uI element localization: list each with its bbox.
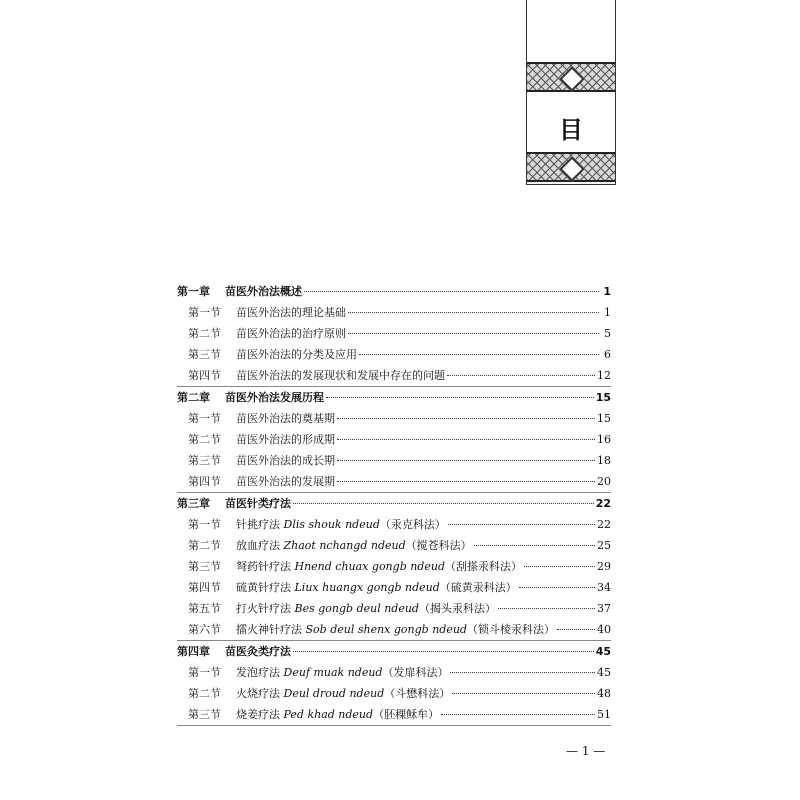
entry-page-number: 29 bbox=[597, 560, 611, 573]
entry-number: 第二章 bbox=[177, 391, 210, 404]
entry-title: 苗医外治法概述 bbox=[225, 285, 302, 298]
entry-page-number: 15 bbox=[597, 412, 611, 425]
entry-title: 苗医外治法的奠基期 bbox=[236, 412, 335, 425]
dot-leader bbox=[524, 565, 595, 567]
entry-latin-name: Hnend chuax gongb ndeud bbox=[294, 560, 445, 573]
entry-title-wrap bbox=[236, 344, 357, 365]
entry-title-wrap bbox=[236, 619, 555, 640]
entry-title-wrap bbox=[236, 662, 448, 683]
entry-title: 苗医外治法的发展现状和发展中存在的问题 bbox=[236, 369, 445, 382]
entry-native-name: （胚稞稣牟） bbox=[373, 708, 440, 721]
toc-section-entry[interactable] bbox=[177, 662, 611, 683]
entry-page-number: 45 bbox=[597, 666, 611, 679]
dot-leader bbox=[293, 650, 594, 652]
entry-page-number: 34 bbox=[597, 581, 611, 594]
toc-chapter-entry[interactable] bbox=[177, 281, 611, 302]
toc-section-entry[interactable] bbox=[177, 365, 611, 386]
toc-section-entry[interactable] bbox=[177, 302, 611, 323]
toc-chapter-entry[interactable] bbox=[177, 493, 611, 514]
entry-page-number: 22 bbox=[595, 497, 611, 510]
entry-page-number: 22 bbox=[597, 518, 611, 531]
dot-leader bbox=[450, 671, 595, 673]
entry-native-name: （搅苍科法） bbox=[405, 539, 472, 552]
entry-title-wrap bbox=[236, 704, 439, 725]
dot-leader bbox=[304, 290, 599, 292]
entry-title-wrap bbox=[236, 365, 445, 386]
entry-title-wrap bbox=[236, 556, 522, 577]
entry-title: 苗医外治法的形成期 bbox=[236, 433, 335, 446]
toc-section-entry[interactable] bbox=[177, 344, 611, 365]
dot-leader bbox=[293, 502, 594, 504]
toc-section-entry[interactable] bbox=[177, 577, 611, 598]
entry-title-wrap bbox=[225, 641, 291, 662]
entry-title: 苗医外治法的分类及应用 bbox=[236, 348, 357, 361]
dot-leader bbox=[448, 523, 595, 525]
toc-section-entry[interactable] bbox=[177, 683, 611, 704]
entry-latin-name: Dlis shouk ndeud bbox=[283, 518, 380, 531]
toc-section-entry[interactable] bbox=[177, 556, 611, 577]
toc-chapter-entry[interactable] bbox=[177, 641, 611, 662]
entry-number: 第三节 bbox=[188, 348, 221, 361]
entry-page-number: 37 bbox=[597, 602, 611, 615]
entry-title-wrap bbox=[225, 387, 324, 408]
dot-leader bbox=[337, 459, 595, 461]
entry-number: 第二节 bbox=[188, 687, 221, 700]
entry-number: 第二节 bbox=[188, 327, 221, 340]
dot-leader bbox=[441, 713, 595, 715]
entry-page-number: 20 bbox=[597, 475, 611, 488]
entry-number: 第四章 bbox=[177, 645, 210, 658]
entry-page-number: 18 bbox=[597, 454, 611, 467]
entry-title-wrap bbox=[236, 408, 335, 429]
toc-chapter-entry[interactable] bbox=[177, 387, 611, 408]
entry-title-wrap bbox=[236, 429, 335, 450]
entry-page-number: 25 bbox=[597, 539, 611, 552]
toc-chapter-group bbox=[177, 641, 611, 726]
entry-number: 第四节 bbox=[188, 369, 221, 382]
entry-title: 硫黄针疗法 bbox=[236, 581, 291, 594]
entry-latin-name: Zhaot nchangd ndeud bbox=[283, 539, 406, 552]
entry-native-name: （锁斗棱汞科法） bbox=[466, 623, 555, 636]
entry-page-number: 12 bbox=[597, 369, 611, 382]
page-number: — 1 — bbox=[566, 744, 606, 758]
entry-native-name: （发扉科法） bbox=[382, 666, 449, 679]
entry-title-wrap bbox=[236, 450, 335, 471]
entry-number: 第二节 bbox=[188, 539, 221, 552]
entry-title: 苗医外治法的发展期 bbox=[236, 475, 335, 488]
entry-page-number: 5 bbox=[604, 327, 611, 340]
entry-title-wrap bbox=[225, 493, 291, 514]
entry-page-number: 45 bbox=[595, 645, 611, 658]
entry-latin-name: Liux huangx gongb ndeud bbox=[294, 581, 440, 594]
entry-native-name: （汞克科法） bbox=[379, 518, 446, 531]
entry-native-name: （刮搽汞科法） bbox=[445, 560, 522, 573]
entry-native-name: （硫黄汞科法） bbox=[439, 581, 517, 594]
entry-number: 第一节 bbox=[188, 306, 221, 319]
dot-leader bbox=[337, 480, 595, 482]
entry-title: 放血疗法 bbox=[236, 539, 280, 552]
entry-title: 针挑疗法 bbox=[236, 518, 280, 531]
entry-number: 第三节 bbox=[188, 708, 221, 721]
entry-title: 擂火神针疗法 bbox=[236, 623, 302, 636]
entry-page-number: 16 bbox=[597, 433, 611, 446]
toc-section-entry[interactable] bbox=[177, 619, 611, 640]
entry-title: 烧姜疗法 bbox=[236, 708, 280, 721]
ornament-pattern-bottom bbox=[527, 152, 615, 182]
entry-title: 打火针疗法 bbox=[236, 602, 291, 615]
entry-title: 苗医外治法的治疗原则 bbox=[236, 327, 346, 340]
entry-title: 苗医外治法的成长期 bbox=[236, 454, 335, 467]
entry-number: 第五节 bbox=[188, 602, 221, 615]
entry-page-number: 1 bbox=[603, 285, 611, 298]
table-of-contents bbox=[177, 281, 611, 726]
entry-title-wrap bbox=[236, 598, 496, 619]
toc-section-entry[interactable] bbox=[177, 471, 611, 492]
toc-section-entry[interactable] bbox=[177, 535, 611, 556]
entry-title: 苗医外治法发展历程 bbox=[225, 391, 324, 404]
dot-leader bbox=[359, 353, 599, 355]
page-title: 目 bbox=[559, 116, 601, 144]
entry-page-number: 1 bbox=[604, 306, 611, 319]
dot-leader bbox=[498, 607, 595, 609]
entry-title: 发泡疗法 bbox=[236, 666, 280, 679]
toc-section-entry[interactable] bbox=[177, 408, 611, 429]
entry-number: 第三节 bbox=[188, 454, 221, 467]
entry-title-wrap bbox=[236, 323, 346, 344]
entry-number: 第三章 bbox=[177, 497, 210, 510]
entry-number: 第六节 bbox=[188, 623, 221, 636]
dot-leader bbox=[447, 374, 595, 376]
dot-leader bbox=[474, 544, 595, 546]
entry-title-wrap bbox=[236, 302, 346, 323]
entry-number: 第一节 bbox=[188, 412, 221, 425]
entry-number: 第一章 bbox=[177, 285, 210, 298]
entry-number: 第二节 bbox=[188, 433, 221, 446]
entry-native-name: （揭头汞科法） bbox=[418, 602, 496, 615]
entry-title: 苗医外治法的理论基础 bbox=[236, 306, 346, 319]
toc-chapter-group bbox=[177, 493, 611, 641]
entry-page-number: 6 bbox=[604, 348, 611, 361]
entry-latin-name: Bes gongb deul ndeud bbox=[294, 602, 419, 615]
entry-page-number: 15 bbox=[595, 391, 611, 404]
entry-title: 弩药针疗法 bbox=[236, 560, 291, 573]
dot-leader bbox=[348, 332, 599, 334]
dot-leader bbox=[519, 586, 595, 588]
entry-number: 第一节 bbox=[188, 666, 221, 679]
toc-section-entry[interactable] bbox=[177, 450, 611, 471]
entry-title-wrap bbox=[236, 535, 472, 556]
entry-title-wrap bbox=[236, 577, 517, 598]
entry-latin-name: Deul droud ndeud bbox=[283, 687, 385, 700]
dot-leader bbox=[337, 438, 595, 440]
entry-latin-name: Deuf muak ndeud bbox=[283, 666, 383, 679]
entry-latin-name: Ped khad ndeud bbox=[283, 708, 374, 721]
entry-title: 火烧疗法 bbox=[236, 687, 280, 700]
entry-title: 苗医针类疗法 bbox=[225, 497, 291, 510]
toc-section-entry[interactable] bbox=[177, 323, 611, 344]
toc-section-entry[interactable] bbox=[177, 598, 611, 619]
dot-leader bbox=[326, 396, 594, 398]
entry-number: 第四节 bbox=[188, 475, 221, 488]
entry-native-name: （斗懋科法） bbox=[384, 687, 451, 700]
entry-title-wrap bbox=[236, 471, 335, 492]
toc-section-entry[interactable] bbox=[177, 514, 611, 535]
entry-page-number: 40 bbox=[597, 623, 611, 636]
dot-leader bbox=[452, 692, 595, 694]
entry-page-number: 51 bbox=[597, 708, 611, 721]
entry-title-wrap bbox=[225, 281, 302, 302]
entry-page-number: 48 bbox=[597, 687, 611, 700]
toc-section-entry[interactable] bbox=[177, 429, 611, 450]
title-banner bbox=[526, 0, 616, 185]
toc-chapter-group bbox=[177, 387, 611, 493]
entry-number: 第四节 bbox=[188, 581, 221, 594]
entry-latin-name: Sob deul shenx gongb ndeud bbox=[305, 623, 467, 636]
entry-number: 第三节 bbox=[188, 560, 221, 573]
entry-title-wrap bbox=[236, 514, 446, 535]
toc-chapter-group bbox=[177, 281, 611, 387]
entry-title: 苗医灸类疗法 bbox=[225, 645, 291, 658]
entry-number: 第一节 bbox=[188, 518, 221, 531]
entry-title-wrap bbox=[236, 683, 450, 704]
ornament-pattern-top bbox=[527, 62, 615, 92]
dot-leader bbox=[557, 628, 595, 630]
dot-leader bbox=[337, 417, 595, 419]
toc-section-entry[interactable] bbox=[177, 704, 611, 725]
dot-leader bbox=[348, 311, 599, 313]
